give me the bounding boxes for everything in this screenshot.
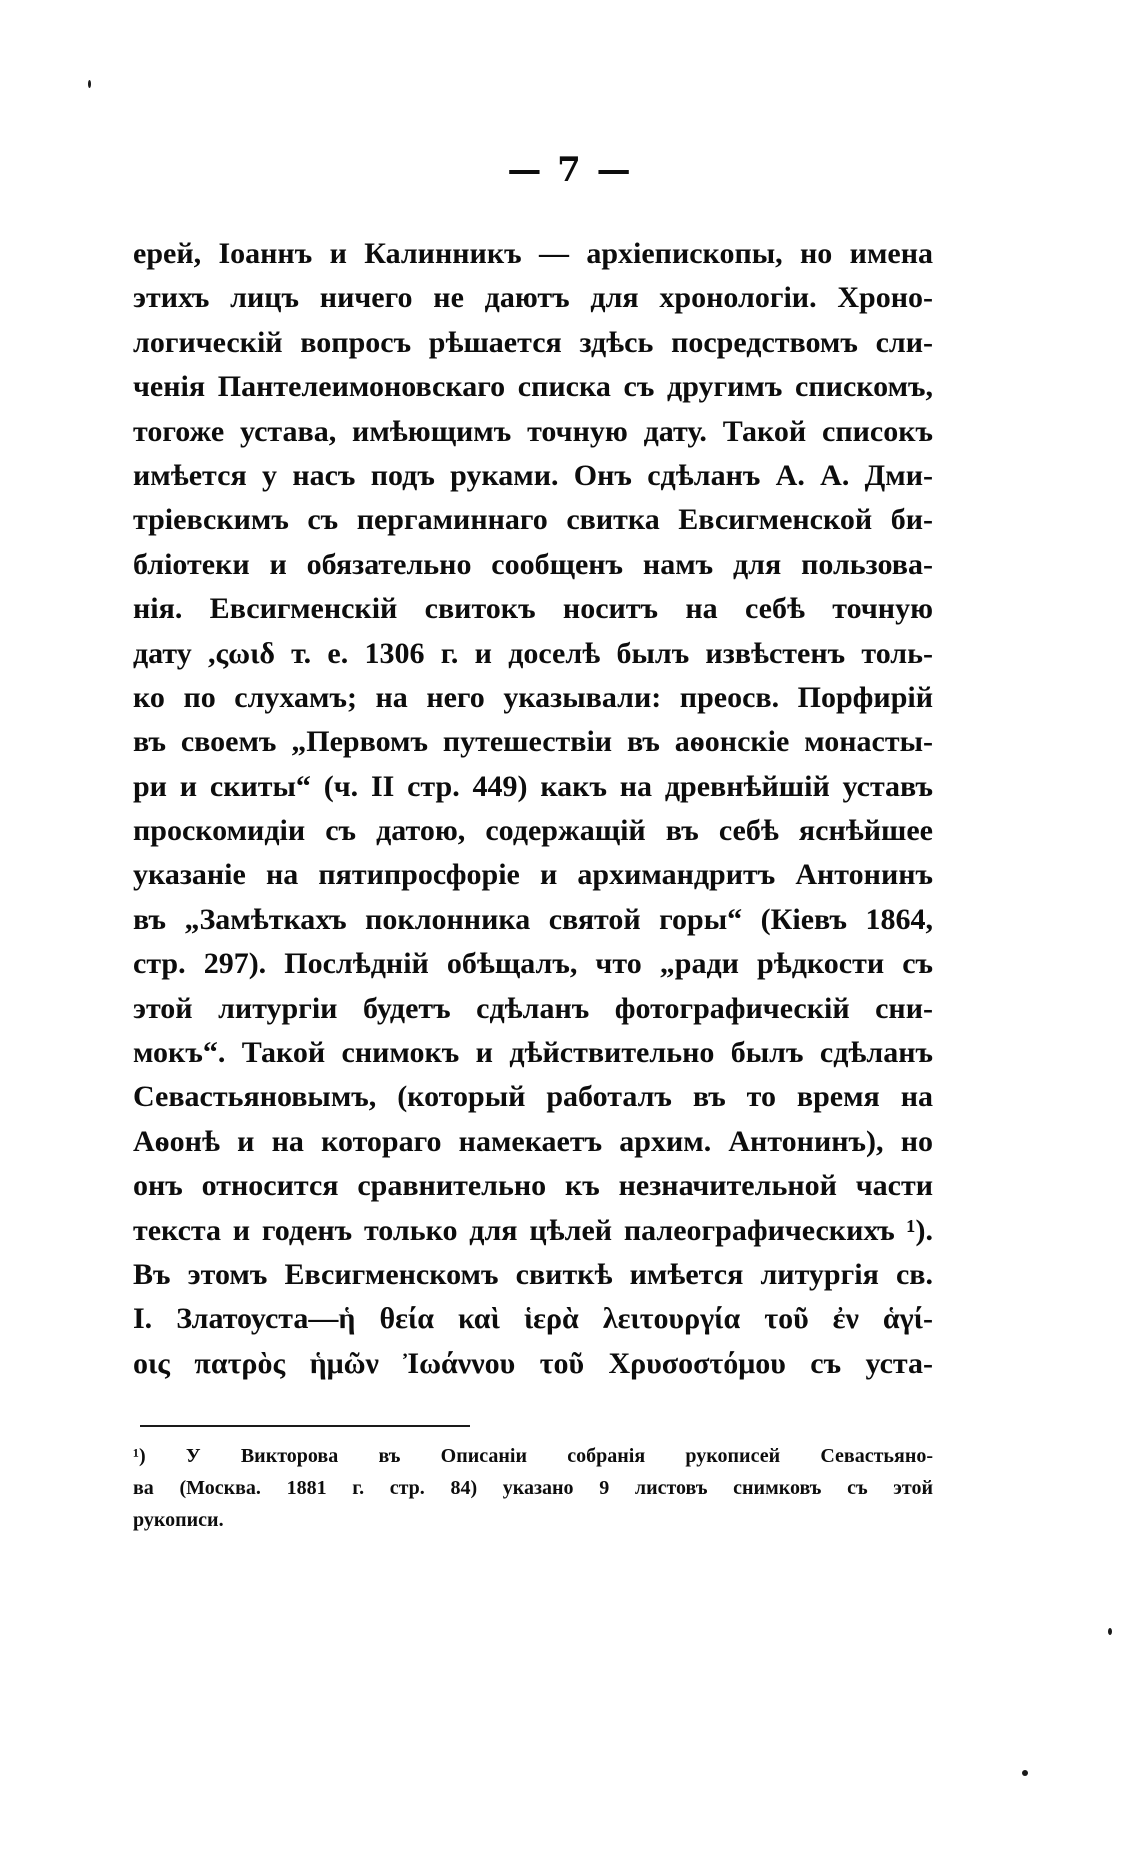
footnote — [133, 1440, 933, 1536]
text-line: въ своемъ „Первомъ путешествіи въ аѳонскіе монасты- — [133, 725, 933, 759]
text-line: бліотеки и обязательно сообщенъ намъ для пользова- — [133, 547, 933, 581]
text-line: І. Златоуста—ἡ θεία καὶ ἱερὰ λειτουργία τοῦ ἐν ἁγί- — [133, 1302, 933, 1336]
page-number: — 7 — — [507, 150, 633, 190]
text-line: тріевскимъ съ пергаминнаго свитка Евсигменской би- — [133, 503, 933, 537]
text-line: тогоже устава, имѣющимъ точную дату. Такой списокъ — [133, 414, 933, 448]
text-line: ко по слухамъ; на него указывали: преосв. Порфирій — [133, 680, 933, 714]
text-line: Аѳонѣ и на котораго намекаетъ архим. Антонинъ), но — [133, 1124, 933, 1158]
scan-speck — [1108, 1628, 1112, 1635]
text-line: онъ относится сравнительно къ незначительной части — [133, 1169, 933, 1203]
footnote-line: рукописи. — [133, 1509, 224, 1531]
text-line: ерей, Іоаннъ и Калинникъ — архіепископы, но имена — [133, 237, 933, 270]
text-line: дату ,ςωιδ т. е. 1306 г. и доселѣ былъ извѣстенъ толь- — [133, 636, 933, 670]
text-line: текста и годенъ только для цѣлей палеографическихъ ¹). — [133, 1213, 933, 1247]
body-text — [133, 232, 933, 1386]
scan-speck — [1022, 1770, 1028, 1776]
text-line: нія. Евсигменскій свитокъ носитъ на себѣ точную — [133, 592, 933, 626]
footnote-line: ¹) У Викторова въ Описаніи собранія рукописей Севастьяно- — [133, 1445, 933, 1467]
text-line: мокъ“. Такой снимокъ и дѣйствительно былъ сдѣланъ — [133, 1036, 933, 1070]
text-line: указаніе на пятипросфоріе и архимандритъ Антонинъ — [133, 858, 933, 892]
scan-speck — [88, 80, 91, 88]
text-line: въ „Замѣткахъ поклонника святой горы“ (Кіевъ 1864, — [133, 902, 933, 936]
text-line: этой литургіи будетъ сдѣланъ фотографическій сни- — [133, 991, 933, 1025]
text-line: Въ этомъ Евсигменскомъ свиткѣ имѣется литургія св. — [133, 1257, 933, 1291]
text-line: Севастьяновымъ, (который работалъ въ то время на — [133, 1080, 933, 1114]
footnote-divider — [140, 1425, 470, 1427]
text-line: стр. 297). Послѣдній обѣщалъ, что „ради рѣдкости съ — [133, 947, 933, 981]
text-line: ри и скиты“ (ч. II стр. 449) какъ на древнѣйшій уставъ — [133, 769, 933, 803]
text-line: ченія Пантелеимоновскаго списка съ другимъ спискомъ, — [133, 370, 933, 404]
text-line: логическій вопросъ рѣшается здѣсь посредствомъ сли- — [133, 325, 933, 359]
footnote-line: ва (Москва. 1881 г. стр. 84) указано 9 листовъ снимковъ съ этой — [133, 1477, 933, 1499]
text-line: проскомидіи съ датою, содержащій въ себѣ яснѣйшее — [133, 814, 933, 848]
text-line: имѣется у насъ подъ руками. Онъ сдѣланъ А. А. Дми- — [133, 458, 933, 492]
text-line: οις πατρὸς ἡμῶν Ἰωάννου τοῦ Χρυσοστόμου съ уста- — [133, 1346, 933, 1380]
text-line: этихъ лицъ ничего не даютъ для хронологіи. Хроно- — [133, 281, 933, 315]
